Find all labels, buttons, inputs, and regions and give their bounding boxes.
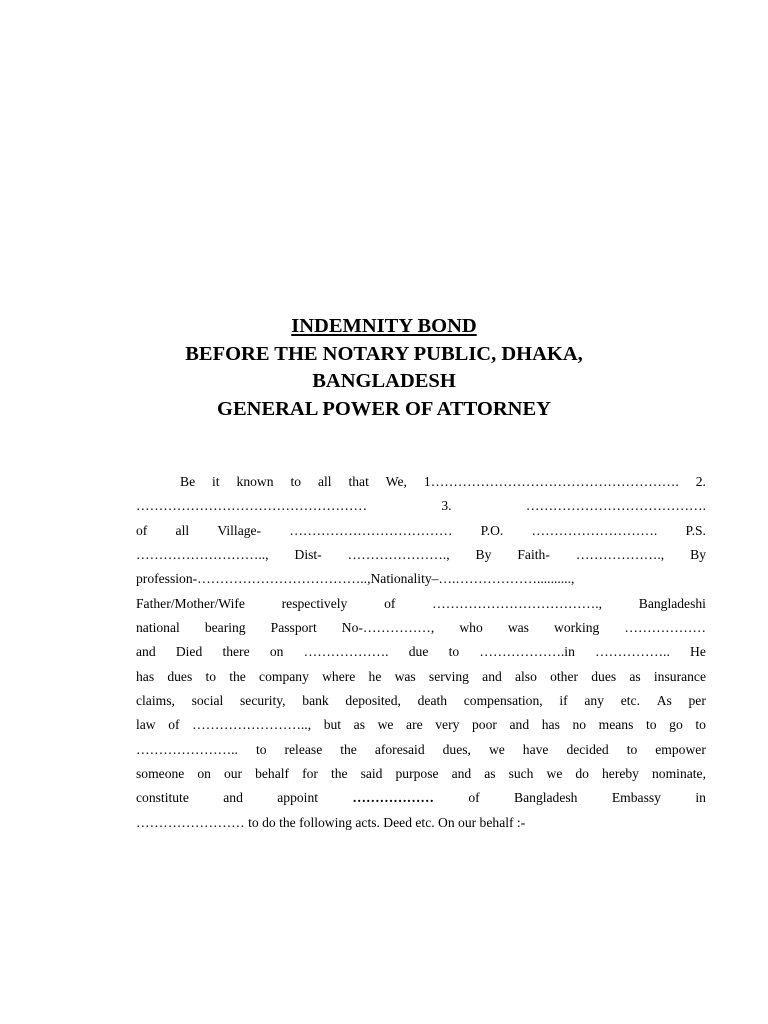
word: someone [136,766,185,782]
word: By [690,547,706,563]
word: We, [385,474,407,489]
body-line [136,689,706,713]
word: such [508,766,534,782]
word: ……………………………… [289,522,453,538]
word: 3. [441,498,452,514]
word: all [175,522,190,538]
word: …………………………………. [525,498,706,514]
word: P.S. [685,522,706,538]
word: dues, [442,741,471,757]
document-title-block [0,313,768,423]
word: of [384,595,396,611]
word: as [629,668,641,684]
word: ………………………. [531,522,658,538]
word: Died [175,644,203,660]
document-body-paragraph [136,470,706,835]
word: have [522,741,549,757]
word: on [269,644,284,660]
word: law [136,717,156,733]
word: go [669,717,683,733]
word: and [482,668,502,684]
word: but [323,717,342,733]
word: Be [180,474,196,489]
word: Dist- [294,547,322,563]
word: and [223,790,243,806]
word: of [168,717,180,733]
word: if [559,693,568,709]
word: poor [472,717,497,733]
word: the [340,741,357,757]
word: it [212,474,220,489]
body-line [136,640,706,664]
word: ……………… [352,790,434,806]
word: nominate, [652,766,706,782]
word: other [550,668,579,684]
word: …………………………………………… [136,498,368,514]
word: Embassy [611,790,661,806]
body-line [136,494,706,518]
word: all [317,474,332,489]
word: do [575,766,589,782]
word: per [688,693,706,709]
word: ………………. [303,644,389,660]
word: of [468,790,480,806]
body-line [136,713,706,737]
word: has [136,668,155,684]
word: …………….. [595,644,670,660]
body-line [136,762,706,786]
word: release [284,741,323,757]
word: 1………………………………………………. [423,474,679,489]
word: dues [167,668,193,684]
word: …………………… to do the following acts. Deed etc. On our behalf :- [136,814,526,830]
word: to [645,717,657,733]
word: on [197,766,211,782]
word: compensation, [463,693,543,709]
word: our [223,766,243,782]
word: Bangladeshi [638,595,706,611]
word: no [572,717,587,733]
word: where [322,668,356,684]
word: to [448,644,460,660]
word: company [259,668,309,684]
word: ………………., [575,547,665,563]
word: etc. [620,693,640,709]
word: we [488,741,505,757]
word: in [695,790,706,806]
word: P.O. [480,522,504,538]
word: there [222,644,250,660]
word: ……………….in [479,644,575,660]
word: Faith- [517,547,550,563]
word: as [484,766,496,782]
word: claims, [136,693,175,709]
word: ……………………….., [136,547,269,563]
title-bangladesh: BANGLADESH [312,370,456,392]
word: to [205,668,217,684]
word: for [302,766,318,782]
word: insurance [653,668,706,684]
word: was [507,620,529,636]
word: ……………… [624,620,706,636]
word: ………………….. [136,741,238,757]
word: appoint [277,790,319,806]
word: and [136,644,156,660]
word: dues [591,668,617,684]
word: we [377,717,394,733]
word: means [598,717,634,733]
word: social [191,693,224,709]
word: deposited, [345,693,401,709]
word: respectively [281,595,348,611]
body-line [136,519,706,543]
word: …………………….., [192,717,312,733]
word: ………………………………., [432,595,603,611]
word: of [136,522,148,538]
word: Bangladesh [514,790,578,806]
word: behalf [255,766,290,782]
word: said [360,766,383,782]
word: security, [240,693,286,709]
word: the [330,766,348,782]
word: the [229,668,246,684]
word: hereby [601,766,639,782]
word: national [136,620,180,636]
word: also [515,668,537,684]
word: due [408,644,429,660]
body-line [136,567,706,591]
body-line [136,811,706,835]
word: he [368,668,382,684]
body-line [136,592,706,616]
word: has [541,717,560,733]
word: Father/Mother/Wife [136,595,245,611]
word: death [417,693,448,709]
body-line [136,665,706,689]
word: empower [655,741,706,757]
title-notary-public: BEFORE THE NOTARY PUBLIC, DHAKA, [185,342,583,365]
body-line [136,738,706,762]
word: …………………., [347,547,450,563]
word: that [348,474,369,489]
word: we [546,766,563,782]
body-line [136,470,706,494]
word: profession-………………………………..,Nationality–….……………….........., [136,571,575,587]
word: known [236,474,274,489]
word: Village- [217,522,262,538]
word: to [626,741,638,757]
word: and [451,766,472,782]
body-line [136,616,706,640]
word: was [394,668,416,684]
word: bearing [204,620,246,636]
word: who [459,620,483,636]
word: and [509,717,530,733]
word: He [690,644,706,660]
word: By [475,547,492,563]
title-indemnity-bond: INDEMNITY BOND [291,315,477,337]
word: 2. [695,474,706,489]
word: Passport [270,620,317,636]
word: are [406,717,423,733]
word: to [255,741,267,757]
word: very [435,717,460,733]
word: No-……………, [341,620,435,636]
word: working [554,620,600,636]
word: aforesaid [374,741,425,757]
title-general-power-of-attorney: GENERAL POWER OF ATTORNEY [217,397,551,420]
word: decided [566,741,609,757]
word: as [353,717,365,733]
word: constitute [136,790,189,806]
body-line [136,786,706,810]
word: to [290,474,302,489]
word: any [584,693,605,709]
word: serving [428,668,469,684]
body-line [136,543,706,567]
word: As [656,693,672,709]
word: bank [302,693,329,709]
word: purpose [395,766,439,782]
word: to [695,717,706,733]
